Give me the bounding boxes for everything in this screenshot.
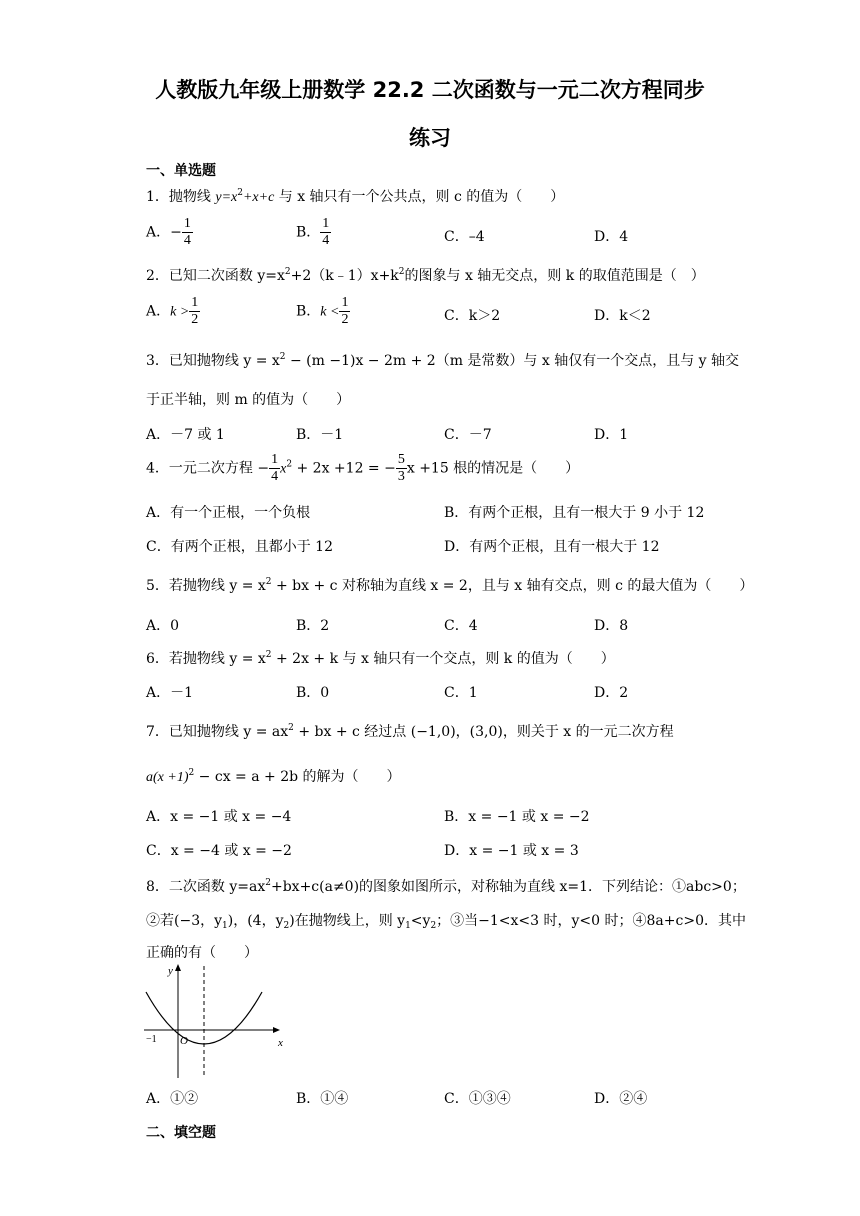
x-axis-arrow: [273, 1027, 280, 1033]
q4-option-d[interactable]: D．有两个正根，且有一根大于 12: [444, 539, 660, 555]
q8-option-b[interactable]: B．①④: [296, 1091, 349, 1107]
q1-option-d[interactable]: D．4: [594, 229, 629, 245]
q1-option-a[interactable]: A．− $\frac{1}{4}$: [146, 216, 191, 248]
q4-option-a[interactable]: A．有一个正根，一个负根: [146, 505, 311, 521]
q3-option-a[interactable]: A．－7 或 1: [146, 427, 225, 443]
q7-option-b[interactable]: B．x = −1 或 x = −2: [444, 809, 590, 825]
q3-option-b[interactable]: B．－1: [296, 427, 344, 443]
q2-option-a[interactable]: A．k > $\frac{1}{2}$: [146, 295, 199, 327]
question-7-line2: $a(x +1)^2$ − cx = a + 2b 的解为（ ）: [146, 768, 401, 785]
q8-option-d[interactable]: D．②④: [594, 1091, 648, 1107]
y-axis-arrow: [175, 964, 181, 971]
q8-option-c[interactable]: C．①③④: [444, 1091, 511, 1107]
question-8-line2: ②若(−3，$y_1$)，(4，$y_2$)在抛物线上，则 $y_1<y_2$；③当−1<x<3 时，y<0 时；④8a+c>0．其中: [146, 913, 746, 931]
q6-option-a[interactable]: A．－1: [146, 685, 194, 701]
page-title-line2: 练习: [409, 126, 451, 150]
q2-option-d[interactable]: D．k＜2: [594, 308, 651, 324]
q2-option-b[interactable]: B．k < $\frac{1}{2}$: [296, 295, 349, 327]
q7-option-c[interactable]: C．x = −4 或 x = −2: [146, 843, 292, 859]
question-6: 6．若抛物线 $y = x^2 + 2x + k$ 与 x 轴只有一个交点，则 k 的值为（ ）: [146, 650, 615, 667]
q4-option-c[interactable]: C．有两个正根，且都小于 12: [146, 539, 333, 555]
q6-option-d[interactable]: D．2: [594, 685, 629, 701]
q7-option-a[interactable]: A．x = −1 或 x = −4: [146, 809, 292, 825]
parabola-graph: [142, 962, 292, 1082]
section-heading-fill-blank: 二、填空题: [146, 1125, 216, 1141]
y-axis-label: y: [168, 965, 173, 977]
question-1: 1．抛物线 $y=x^2+x+c$ 与 x 轴只有一个公共点，则 c 的值为（ ）: [146, 188, 565, 205]
q8-option-a[interactable]: A．①②: [146, 1091, 199, 1107]
section-heading-single-choice: 一、单选题: [146, 163, 216, 179]
question-7-line1: 7．已知抛物线 $y = ax^2$ + bx + c 经过点 (−1,0)，(3,0)，则关于 x 的一元二次方程: [146, 723, 674, 740]
q6-option-c[interactable]: C．1: [444, 685, 478, 701]
neg-one-label: −1: [146, 1034, 157, 1045]
page-title-line1: 人教版九年级上册数学 22.2 二次函数与一元二次方程同步: [155, 78, 705, 102]
question-8-line1: 8．二次函数 $y=ax^2+bx+c(a\ne 0)$的图象如图所示，对称轴为直线 x=1．下列结论：①abc>0；: [146, 878, 746, 895]
q5-option-c[interactable]: C．4: [444, 618, 478, 634]
origin-label: O: [180, 1035, 188, 1047]
question-8-line3: 正确的有（ ）: [146, 945, 258, 961]
question-3-line1: 3．已知抛物线 $y = x^2 - (m -1)x - 2m + 2(m$ 是常数）与 x 轴仅有一个交点，且与 y 轴交: [146, 352, 740, 369]
question-2: 2．已知二次函数 $y=x^2+2(k﹣1)x+k^2$的图象与 x 轴无交点，则 k 的取值范围是（ ）: [146, 267, 705, 284]
q3-option-c[interactable]: C．－7: [444, 427, 492, 443]
x-axis-label: x: [278, 1037, 283, 1049]
q3-option-d[interactable]: D．1: [594, 427, 629, 443]
q4-option-b[interactable]: B．有两个正根，且有一根大于 9 小于 12: [444, 505, 705, 521]
q1-option-c[interactable]: C．–4: [444, 229, 485, 245]
q5-option-b[interactable]: B．2: [296, 618, 330, 634]
q7-option-d[interactable]: D．x = −1 或 x = 3: [444, 843, 579, 859]
q2-option-c[interactable]: C．k＞2: [444, 308, 501, 324]
q6-option-b[interactable]: B．0: [296, 685, 330, 701]
question-3-line2: 于正半轴，则 m 的值为（ ）: [146, 392, 351, 408]
q5-option-a[interactable]: A．0: [146, 618, 180, 634]
q1-option-b[interactable]: B． $\frac{1}{4}$: [296, 216, 330, 248]
question-4: 4．一元二次方程 − $\frac{1}{4}$ $x^2 + 2x +12$ = − $\frac{5}{3}$ x +15 根的情况是（ ）: [146, 452, 580, 484]
question-5: 5．若抛物线 $y = x^2$ + bx + c 对称轴为直线 x = 2，且与 x 轴有交点，则 c 的最大值为（ ）: [146, 577, 754, 594]
q5-option-d[interactable]: D．8: [594, 618, 629, 634]
